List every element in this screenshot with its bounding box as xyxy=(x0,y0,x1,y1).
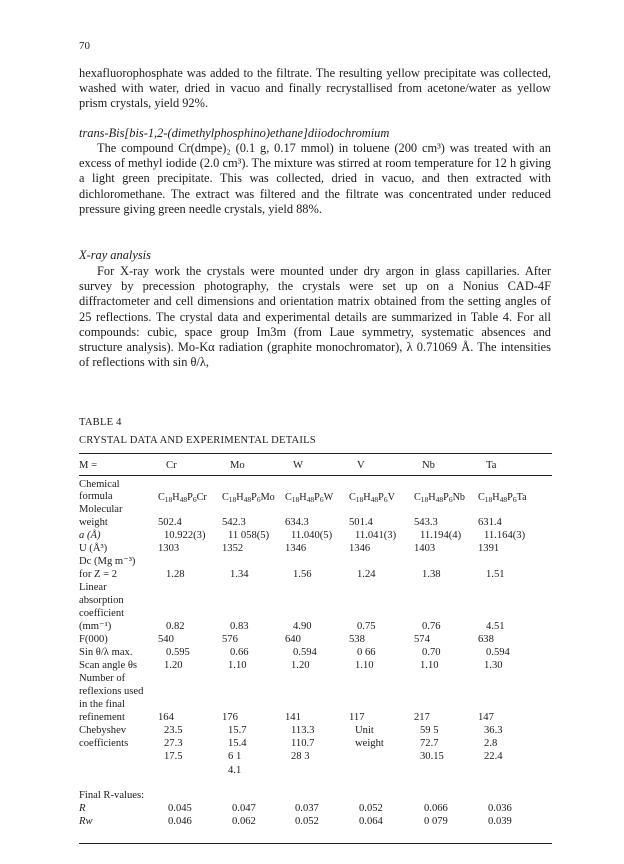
paragraph-xray: For X-ray work the crystals were mounted under dry argon in glass capillaries. After survey by precession photography, the crystals were set up on a Nonius CAD-4F diffractometer and cell dimensions and orientation matrix obtained from the setting angles of 25 reflections. The crystal data and experimental details are summarized in Table 4. For all compounds: cubic, space group Im3m (from Laue symmetry, systematic absences and structure analysis). Mo-Kα radiation (graphite monochromator), λ 0.71069 Å. The intensities of reflections with sin θ/λ, xyxy=(79,264,551,370)
table-cell-dc: 1.34 xyxy=(230,569,249,580)
table-cell-mw: 501.4 xyxy=(349,517,373,528)
label-chebyshev: Chebyshev xyxy=(79,725,127,736)
label-weight: weight xyxy=(79,517,108,528)
table-cell-cheb2: 27.3 xyxy=(164,738,183,749)
table-cell-u: 1346 xyxy=(285,543,307,554)
table-cell-mu: 0.82 xyxy=(166,621,185,632)
table-cell-u: 1403 xyxy=(414,543,436,554)
table-cell-cheb3: 17.5 xyxy=(164,751,183,762)
label-reflexions: reflexions used xyxy=(79,686,144,697)
table-cell-f000: 540 xyxy=(158,634,174,645)
label-coefficients: coefficients xyxy=(79,738,129,749)
table-cell-nref: 141 xyxy=(285,712,301,723)
table-cell-dc: 1.24 xyxy=(357,569,376,580)
label-u: U (Å³) xyxy=(79,543,108,554)
table-cell-sin: 0.594 xyxy=(293,647,317,658)
table-cell-cheb2: 15.4 xyxy=(228,738,247,749)
metal-header-cr: Cr xyxy=(166,460,177,471)
table-cell-mw: 543.3 xyxy=(414,517,438,528)
table-cell-scan: 1.10 xyxy=(355,660,374,671)
table-cell-a: 11.041(3) xyxy=(355,530,397,541)
table-cell-cheb1: 23.5 xyxy=(164,725,183,736)
table-cell-cheb4: 4.1 xyxy=(228,765,242,776)
paragraph-synthesis: The compound Cr(dmpe)₂ (0.1 g, 0.17 mmol) in toluene (200 cm³) was treated with an excess of methyl iodide (2.0 cm³). The mixture was stirred at room temperature for 12 h giving a light green precipitate. This was collected, dried in vacuo, and then extracted with dichloromethane. The extract was filtered and the filtrate was concentrated under reduced pressure giving green needle crystals, yield 88%. xyxy=(79,141,551,216)
table-cell-mw: 542.3 xyxy=(222,517,246,528)
table-cell-r: 0.052 xyxy=(359,803,383,814)
table-cell-a: 11.194(4) xyxy=(420,530,462,541)
metal-header-mo: Mo xyxy=(230,460,245,471)
table-header-rule xyxy=(79,475,552,476)
table-cell-u: 1352 xyxy=(222,543,244,554)
label-f000: F(000) xyxy=(79,634,108,645)
table-cell-mu: 0.76 xyxy=(422,621,441,632)
table-cell-u: 1303 xyxy=(158,543,180,554)
table-cell-sin: 0 66 xyxy=(357,647,376,658)
metal-header-nb: Nb xyxy=(422,460,435,471)
table-cell-cheb2: 110.7 xyxy=(291,738,315,749)
table-cell-sin: 0.594 xyxy=(486,647,510,658)
table-cell-cheb1: Unit xyxy=(355,725,374,736)
formula-cell: $C_{18}H_{48}P_6Ta$ xyxy=(478,492,527,504)
table-cell-dc: 1.51 xyxy=(486,569,505,580)
table-cell-rw: 0.064 xyxy=(359,816,383,827)
table-cell-f000: 576 xyxy=(222,634,238,645)
table-cell-f000: 638 xyxy=(478,634,494,645)
label-in-final: in the final xyxy=(79,699,125,710)
paragraph-precipitate: hexafluorophosphate was added to the filtrate. The resulting yellow precipitate was collected, washed with water, dried in vacuo and finally recrystallised from acetone/water as yellow prism crystals, yield 92%. xyxy=(79,66,551,111)
table-cell-rw: 0.046 xyxy=(168,816,192,827)
label-coefficient: coefficient xyxy=(79,608,125,619)
table-title: TABLE 4 xyxy=(79,417,122,428)
table-cell-r: 0.045 xyxy=(168,803,192,814)
table-cell-sin: 0.595 xyxy=(166,647,190,658)
formula-cell: $C_{18}H_{48}P_6Cr$ xyxy=(158,492,207,504)
table-cell-r: 0.036 xyxy=(488,803,512,814)
table-cell-u: 1391 xyxy=(478,543,500,554)
table-cell-cheb3: 6 1 xyxy=(228,751,242,762)
table-cell-r: 0.037 xyxy=(295,803,319,814)
table-cell-a: 10.922(3) xyxy=(164,530,206,541)
table-cell-nref: 164 xyxy=(158,712,174,723)
table-cell-mu: 0.83 xyxy=(230,621,249,632)
table-cell-cheb1: 113.3 xyxy=(291,725,315,736)
table-cell-a: 11.164(3) xyxy=(484,530,526,541)
table-cell-mu: 0.75 xyxy=(357,621,376,632)
label-scan-angle: Scan angle θs xyxy=(79,660,138,671)
table-cell-cheb3: 30.15 xyxy=(420,751,444,762)
table-cell-dc: 1.28 xyxy=(166,569,185,580)
table-cell-rw: 0.062 xyxy=(232,816,256,827)
table-cell-cheb1: 36.3 xyxy=(484,725,503,736)
table-cell-a: 11.040(5) xyxy=(291,530,333,541)
label-absorption: absorption xyxy=(79,595,124,606)
label-r: R xyxy=(79,803,86,814)
page-number: 70 xyxy=(79,40,90,52)
table-cell-dc: 1.56 xyxy=(293,569,312,580)
table-cell-sin: 0.66 xyxy=(230,647,249,658)
label-number-of: Number of xyxy=(79,673,126,684)
formula-cell: $C_{18}H_{48}P_6V$ xyxy=(349,492,395,504)
formula-cell: $C_{18}H_{48}P_6Nb$ xyxy=(414,492,466,504)
table-bottom-rule xyxy=(79,843,552,844)
table-cell-f000: 538 xyxy=(349,634,365,645)
table-cell-mu: 4.51 xyxy=(486,621,505,632)
label-chemical: Chemical xyxy=(79,479,120,490)
metal-header-w: W xyxy=(293,460,303,471)
table-cell-mw: 631.4 xyxy=(478,517,502,528)
table-caption: CRYSTAL DATA AND EXPERIMENTAL DETAILS xyxy=(79,435,316,446)
table-corner-label: M = xyxy=(79,460,98,471)
formula-cell: $C_{18}H_{48}P_6W$ xyxy=(285,492,334,504)
table-cell-cheb3: 28 3 xyxy=(291,751,310,762)
table-cell-nref: 147 xyxy=(478,712,494,723)
table-cell-nref: 117 xyxy=(349,712,365,723)
table-cell-scan: 1.10 xyxy=(420,660,439,671)
table-cell-cheb1: 59 5 xyxy=(420,725,439,736)
table-cell-nref: 176 xyxy=(222,712,238,723)
table-cell-dc: 1.38 xyxy=(422,569,441,580)
table-cell-a: 11 058(5) xyxy=(228,530,270,541)
table-cell-r: 0.047 xyxy=(232,803,256,814)
table-cell-sin: 0.70 xyxy=(422,647,441,658)
table-cell-cheb2: 72.7 xyxy=(420,738,439,749)
table-cell-f000: 574 xyxy=(414,634,430,645)
table-cell-rw: 0 079 xyxy=(424,816,448,827)
label-final-r: Final R-values: xyxy=(79,790,145,801)
table-cell-scan: 1.20 xyxy=(164,660,183,671)
table-cell-scan: 1.30 xyxy=(484,660,503,671)
table-cell-cheb3: 22.4 xyxy=(484,751,503,762)
table-cell-nref: 217 xyxy=(414,712,430,723)
table-top-rule xyxy=(79,453,552,454)
label-sin-theta: Sin θ/λ max. xyxy=(79,647,133,658)
label-refinement: refinement xyxy=(79,712,125,723)
table-cell-cheb2: 2.8 xyxy=(484,738,498,749)
label-for-z: for Z = 2 xyxy=(79,569,118,580)
section-heading-diiodochromium: trans-Bis[bis-1,2-(dimethylphosphino)ethane]diiodochromium xyxy=(79,126,390,140)
table-cell-f000: 640 xyxy=(285,634,301,645)
label-dc: Dc (Mg m⁻³) xyxy=(79,556,136,567)
label-rw: Rw xyxy=(79,816,93,827)
label-linear: Linear xyxy=(79,582,107,593)
label-mm: (mm⁻¹) xyxy=(79,621,112,632)
table-cell-rw: 0.052 xyxy=(295,816,319,827)
table-cell-cheb2: weight xyxy=(355,738,384,749)
table-cell-mw: 634.3 xyxy=(285,517,309,528)
table-cell-u: 1346 xyxy=(349,543,371,554)
table-cell-r: 0.066 xyxy=(424,803,448,814)
table-cell-mw: 502.4 xyxy=(158,517,182,528)
table-cell-cheb1: 15.7 xyxy=(228,725,247,736)
table-cell-mu: 4.90 xyxy=(293,621,312,632)
label-a: a (Å) xyxy=(79,530,101,541)
label-formula: formula xyxy=(79,491,113,502)
section-heading-xray: X-ray analysis xyxy=(79,248,151,262)
label-molecular: Molecular xyxy=(79,504,123,515)
table-cell-rw: 0.039 xyxy=(488,816,512,827)
metal-header-ta: Ta xyxy=(486,460,497,471)
formula-cell: $C_{18}H_{48}P_6Mo$ xyxy=(222,492,275,504)
metal-header-v: V xyxy=(357,460,365,471)
table-cell-scan: 1.10 xyxy=(228,660,247,671)
table-cell-scan: 1.20 xyxy=(291,660,310,671)
